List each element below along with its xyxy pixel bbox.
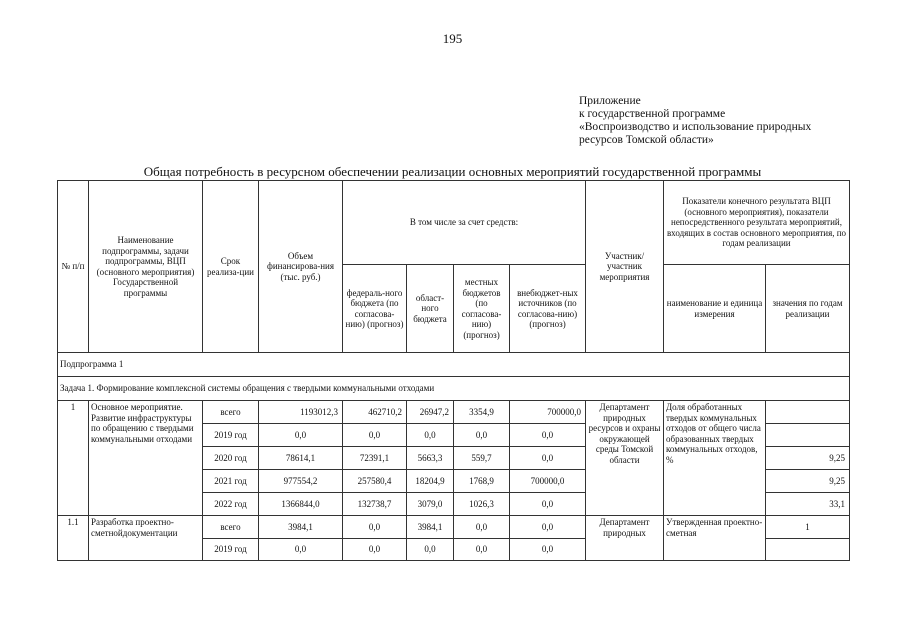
local-cell: 0,0	[454, 424, 510, 447]
participant-cell: Департамент природных	[586, 516, 664, 561]
annex-line: «Воспроизводство и использование природных	[579, 121, 812, 133]
header-participant: Участник/ участник мероприятия	[586, 181, 664, 353]
header-volume: Объем финансирова-ния (тыс. руб.)	[259, 181, 343, 353]
volume-cell: 1193012,3	[259, 401, 343, 424]
header-indicator-values: значения по годам реализации	[766, 265, 850, 353]
term-cell: 2021 год	[203, 470, 259, 493]
regional-cell: 26947,2	[407, 401, 454, 424]
header-including: В том числе за счет средств:	[343, 181, 586, 265]
volume-cell: 78614,1	[259, 447, 343, 470]
federal-cell: 0,0	[343, 516, 407, 539]
federal-cell: 132738,7	[343, 493, 407, 516]
page-number: 195	[442, 31, 463, 46]
term-cell: всего	[203, 516, 259, 539]
header-name: Наименование подпрограммы, задачи подпрограммы, ВЦП (основного мероприятия) Государственной программы	[89, 181, 203, 353]
regional-cell: 3984,1	[407, 516, 454, 539]
federal-cell: 462710,2	[343, 401, 407, 424]
header-indicators: Показатели конечного результата ВЦП (основного мероприятия), показатели непосредственного результата мероприятий, входящих в состав основного мероприятия, по годам реализации	[664, 181, 850, 265]
term-cell: всего	[203, 401, 259, 424]
row-number: 1	[58, 401, 89, 516]
local-cell: 3354,9	[454, 401, 510, 424]
header-regional: област-ного бюджета	[407, 265, 454, 353]
federal-cell: 0,0	[343, 424, 407, 447]
offbudget-cell: 0,0	[510, 493, 586, 516]
header-row	[58, 181, 850, 265]
table-row	[58, 516, 850, 539]
term-cell: 2022 год	[203, 493, 259, 516]
regional-cell: 0,0	[407, 539, 454, 561]
annex-line: к государственной программе	[579, 108, 726, 120]
activity-name: Основное мероприятие. Развитие инфраструктуры по обращению с твердыми коммунальными отходами	[89, 401, 203, 516]
local-cell: 1026,3	[454, 493, 510, 516]
document-title: Общая потребность в ресурсном обеспечении реализации основных мероприятий государственной программы	[143, 164, 762, 179]
offbudget-cell: 0,0	[510, 516, 586, 539]
offbudget-cell: 0,0	[510, 424, 586, 447]
indicator-value-cell: 9,25	[766, 447, 850, 470]
volume-cell: 0,0	[259, 539, 343, 561]
annex-note	[579, 95, 811, 147]
offbudget-cell: 0,0	[510, 447, 586, 470]
resource-table	[57, 180, 850, 561]
federal-cell: 0,0	[343, 539, 407, 561]
federal-cell: 257580,4	[343, 470, 407, 493]
annex-line: ресурсов Томской области»	[579, 134, 714, 146]
regional-cell: 3079,0	[407, 493, 454, 516]
header-indicator-name: наименование и единица измерения	[664, 265, 766, 353]
table-row	[58, 401, 850, 424]
regional-cell: 18204,9	[407, 470, 454, 493]
row-number: 1.1	[58, 516, 89, 561]
local-cell: 0,0	[454, 539, 510, 561]
offbudget-cell: 700000,0	[510, 470, 586, 493]
term-cell: 2019 год	[203, 424, 259, 447]
local-cell: 1768,9	[454, 470, 510, 493]
local-cell: 559,7	[454, 447, 510, 470]
regional-cell: 5663,3	[407, 447, 454, 470]
indicator-value-cell: 33,1	[766, 493, 850, 516]
volume-cell: 977554,2	[259, 470, 343, 493]
offbudget-cell: 700000,0	[510, 401, 586, 424]
indicator-name-cell: Утвержденная проектно-сметная	[664, 516, 766, 561]
header-federal: федераль-ного бюджета (по согласова-нию) (прогноз)	[343, 265, 407, 353]
annex-line: Приложение	[579, 95, 641, 107]
header-local: местных бюджетов (по согласова-нию) (прогноз)	[454, 265, 510, 353]
regional-cell: 0,0	[407, 424, 454, 447]
federal-cell: 72391,1	[343, 447, 407, 470]
term-cell: 2019 год	[203, 539, 259, 561]
task-row	[58, 377, 850, 401]
offbudget-cell: 0,0	[510, 539, 586, 561]
indicator-value-cell: 9,25	[766, 470, 850, 493]
indicator-value-cell	[766, 539, 850, 561]
subprogram-row	[58, 353, 850, 377]
task-label: Задача 1. Формирование комплексной системы обращения с твердыми коммунальными отходами	[58, 377, 850, 401]
volume-cell: 0,0	[259, 424, 343, 447]
participant-cell: Департамент природных ресурсов и охраны окружающей среды Томской области	[586, 401, 664, 516]
header-num: № п/п	[58, 181, 89, 353]
activity-name: Разработка проектно-сметнойдокументации	[89, 516, 203, 561]
volume-cell: 3984,1	[259, 516, 343, 539]
subprogram-label: Подпрограмма 1	[58, 353, 850, 377]
indicator-value-cell	[766, 424, 850, 447]
indicator-name-cell: Доля обработанных твердых коммунальных отходов от общего числа образованных твердых коммунальных отходов, %	[664, 401, 766, 516]
volume-cell: 1366844,0	[259, 493, 343, 516]
local-cell: 0,0	[454, 516, 510, 539]
header-offbudget: внебюджет-ных источников (по согласова-нию) (прогноз)	[510, 265, 586, 353]
indicator-value-cell: 1	[766, 516, 850, 539]
header-term: Срок реализа-ции	[203, 181, 259, 353]
term-cell: 2020 год	[203, 447, 259, 470]
indicator-value-cell	[766, 401, 850, 424]
